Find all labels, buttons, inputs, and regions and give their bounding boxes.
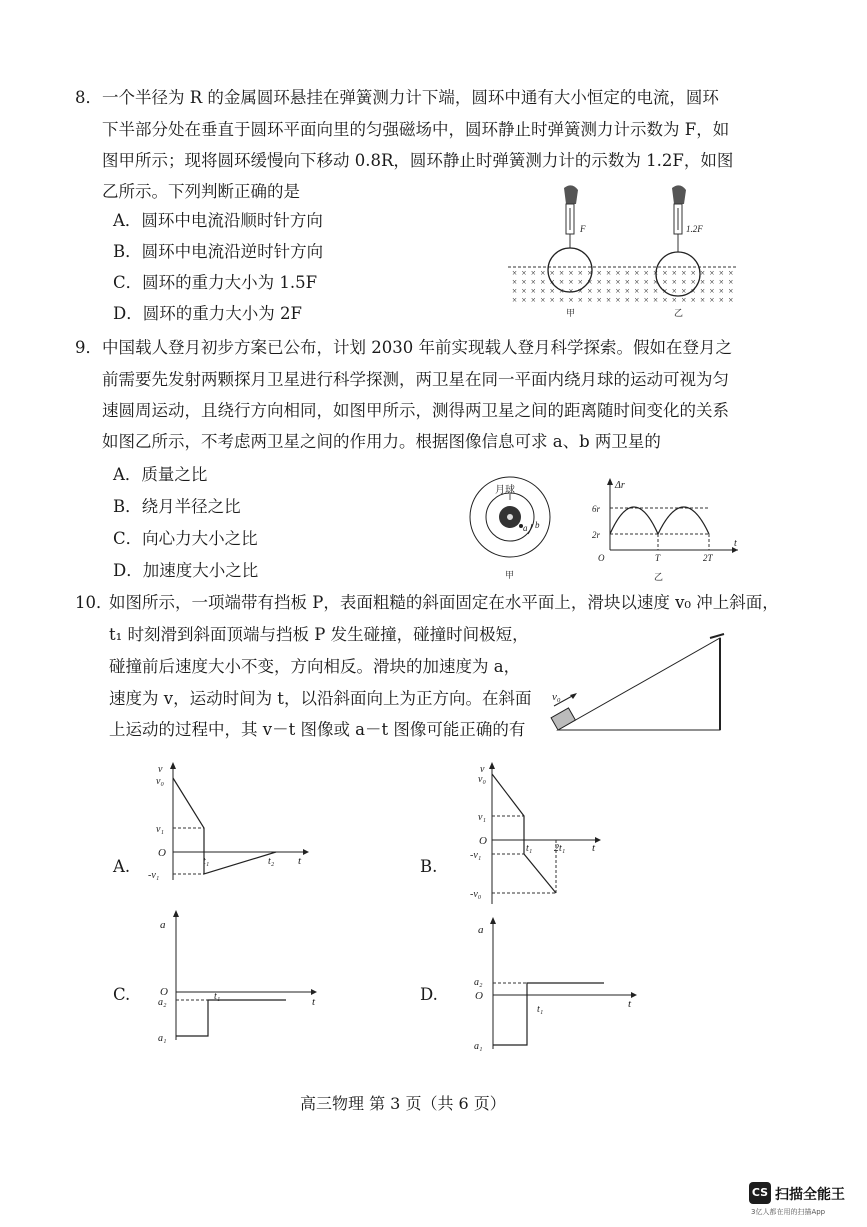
graph-a-option: A.: [113, 857, 131, 876]
field-x-mark: ×: [512, 268, 518, 278]
field-x-mark: ×: [615, 277, 621, 287]
q10-text-line1: 如图所示，一项端带有挡板 P，表面粗糙的斜面固定在水平面上，滑块以速度 v₀ 冲上斜面，: [109, 593, 779, 612]
q8-number: 8．: [75, 88, 102, 107]
q8-option-b: B．圆环中电流沿逆时针方向: [113, 242, 324, 261]
field-x-mark: ×: [634, 277, 640, 287]
label-b: b: [535, 520, 540, 530]
label-yi: 乙: [674, 308, 684, 318]
field-x-mark: ×: [643, 268, 649, 278]
label-t: t: [298, 855, 302, 867]
scanner-name: 扫描全能王: [775, 1187, 845, 1203]
field-x-mark: ×: [540, 286, 546, 296]
field-x-mark: ×: [587, 277, 593, 287]
field-x-mark: ×: [728, 295, 734, 305]
label-t1: t₁: [214, 991, 221, 1002]
q9-option-a: A．质量之比: [113, 465, 208, 484]
field-x-mark: ×: [596, 295, 602, 305]
label-moon: 月球: [495, 485, 515, 496]
label-v0: v₀: [478, 774, 486, 785]
field-x-mark: ×: [530, 277, 536, 287]
field-x-mark: ×: [624, 286, 630, 296]
field-x-mark: ×: [549, 286, 555, 296]
field-x-mark: ×: [596, 268, 602, 278]
field-x-mark: ×: [681, 295, 687, 305]
label-6r: 6r: [592, 504, 601, 514]
field-x-mark: ×: [671, 286, 677, 296]
field-x-mark: ×: [540, 268, 546, 278]
field-x-mark: ×: [568, 268, 574, 278]
label-v1: v₁: [156, 824, 164, 835]
field-x-mark: ×: [718, 295, 724, 305]
field-x-mark: ×: [624, 295, 630, 305]
field-x-mark: ×: [709, 295, 715, 305]
field-x-mark: ×: [624, 268, 630, 278]
label-a: a: [523, 523, 528, 533]
q9-text-line3: 速圆周运动，且绕行方向相同，如图甲所示，测得两卫星之间的距离随时间变化的关系: [102, 401, 729, 420]
scanner-watermark: [749, 1180, 853, 1218]
label-T: T: [655, 553, 661, 563]
field-x-mark: ×: [718, 277, 724, 287]
q10-text-line2: t₁ 时刻滑到斜面顶端与挡板 P 发生碰撞，碰撞时间极短，: [109, 625, 529, 644]
q8-text-line4: 乙所示。下列判断正确的是: [102, 182, 300, 201]
field-x-mark: ×: [690, 286, 696, 296]
page-footer: 高三物理 第 3 页（共 6 页）: [300, 1094, 506, 1113]
field-x-mark: ×: [559, 295, 565, 305]
field-x-mark: ×: [512, 277, 518, 287]
label-jia: 甲: [566, 308, 576, 318]
label-2T: 2T: [703, 553, 713, 563]
field-x-mark: ×: [577, 295, 583, 305]
q10-incline-figure: [540, 636, 730, 736]
field-x-mark: ×: [559, 286, 565, 296]
field-x-mark: ×: [521, 286, 527, 296]
field-x-mark: ×: [606, 268, 612, 278]
graph-b: [470, 760, 620, 910]
field-x-mark: ×: [606, 286, 612, 296]
field-x-mark: ×: [700, 268, 706, 278]
q8-option-a: A．圆环中电流沿顺时针方向: [113, 211, 323, 230]
label-t2: t₂: [268, 856, 275, 867]
scanner-logo-icon: CS: [749, 1182, 771, 1204]
field-x-mark: ×: [671, 295, 677, 305]
field-x-mark: ×: [587, 286, 593, 296]
field-x-mark: ×: [671, 277, 677, 287]
q9-text-line2: 前需要先发射两颗探月卫星进行科学探测，两卫星在同一平面内绕月球的运动可视为匀: [102, 370, 729, 389]
label-v: v: [480, 764, 485, 775]
graph-b-option: B.: [420, 857, 438, 876]
field-x-mark: ×: [700, 277, 706, 287]
field-x-mark: ×: [728, 277, 734, 287]
field-x-mark: ×: [634, 286, 640, 296]
field-x-mark: ×: [643, 277, 649, 287]
field-x-mark: ×: [549, 295, 555, 305]
label-2t1: 2t₁: [554, 843, 566, 854]
field-x-mark: ×: [709, 268, 715, 278]
field-x-mark: ×: [540, 277, 546, 287]
field-x-mark: ×: [662, 277, 668, 287]
field-x-mark: ×: [512, 286, 518, 296]
field-x-mark: ×: [662, 286, 668, 296]
field-x-mark: ×: [568, 277, 574, 287]
field-x-mark: ×: [718, 268, 724, 278]
field-x-mark: ×: [577, 268, 583, 278]
field-x-mark: ×: [634, 295, 640, 305]
field-x-mark: ×: [615, 295, 621, 305]
label-delta-r: Δr: [615, 480, 625, 491]
q10-text-line4: 速度为 v，运动时间为 t，以沿斜面向上为正方向。在斜面: [109, 689, 532, 708]
label-origin: O: [160, 986, 168, 998]
label-v: v: [158, 764, 163, 775]
q8-text-line2: 下半部分处在垂直于圆环平面向里的匀强磁场中，圆环静止时弹簧测力计示数为 F，如: [102, 120, 730, 139]
graph-c-option: C.: [113, 985, 131, 1004]
label-origin: O: [479, 835, 487, 847]
field-x-mark: ×: [568, 295, 574, 305]
label-v0: v₀: [552, 691, 561, 703]
label-t: t: [592, 842, 596, 854]
field-x-mark: ×: [662, 268, 668, 278]
label-origin: O: [475, 990, 483, 1002]
label-t: t: [312, 996, 316, 1008]
field-x-mark: ×: [643, 295, 649, 305]
field-x-mark: ×: [728, 286, 734, 296]
label-origin: O: [598, 553, 605, 563]
field-x-mark: ×: [653, 268, 659, 278]
field-x-mark: ×: [577, 286, 583, 296]
field-x-mark: ×: [521, 295, 527, 305]
field-x-mark: ×: [700, 286, 706, 296]
label-v1: v₁: [478, 812, 486, 823]
q9-text-line1: 中国载人登月初步方案已公布，计划 2030 年前实现载人登月科学探索。假如在登月之: [102, 338, 732, 357]
label-neg-v0: -v₀: [470, 889, 482, 900]
q8-option-d: D．圆环的重力大小为 2F: [113, 304, 302, 323]
field-x-mark: ×: [653, 295, 659, 305]
label-t1: t₁: [537, 1004, 544, 1015]
q10-text-line5: 上运动的过程中，其 v－t 图像或 a－t 图像可能正确的有: [109, 720, 526, 739]
field-x-mark: ×: [530, 268, 536, 278]
label-1.2F: 1.2F: [686, 224, 703, 234]
field-x-mark: ×: [549, 268, 555, 278]
field-x-mark: ×: [690, 268, 696, 278]
field-x-mark: ×: [530, 286, 536, 296]
label-a2: a₂: [474, 977, 483, 988]
q9-number: 9．: [75, 338, 102, 357]
q8-ring-magnetic-field-figure: [500, 180, 750, 320]
graph-a: [148, 760, 318, 890]
q9-orbit-figure: [466, 474, 556, 584]
label-jia: 甲: [505, 570, 515, 580]
label-neg-v1: -v₁: [470, 850, 482, 861]
field-x-mark: ×: [577, 277, 583, 287]
field-x-mark: ×: [681, 286, 687, 296]
q8-text-line1: 一个半径为 R 的金属圆环悬挂在弹簧测力计下端，圆环中通有大小恒定的电流，圆环: [102, 88, 719, 107]
q8-text-line3: 图甲所示；现将圆环缓慢向下移动 0.8R，圆环静止时弹簧测力计的示数为 1.2F，如图: [102, 151, 734, 170]
field-x-mark: ×: [700, 295, 706, 305]
field-x-mark: ×: [690, 277, 696, 287]
label-a1: a₁: [158, 1033, 167, 1044]
label-neg-v1: -v₁: [148, 870, 160, 881]
field-x-mark: ×: [671, 268, 677, 278]
label-origin: O: [158, 847, 166, 859]
field-x-mark: ×: [540, 295, 546, 305]
q9-distance-time-graph: [588, 476, 748, 586]
field-x-mark: ×: [662, 295, 668, 305]
scanner-tagline: 3亿人都在用的扫描App: [751, 1208, 826, 1216]
field-x-mark: ×: [512, 295, 518, 305]
field-x-mark: ×: [615, 286, 621, 296]
field-x-mark: ×: [587, 268, 593, 278]
field-x-mark: ×: [653, 277, 659, 287]
field-x-mark: ×: [596, 277, 602, 287]
field-x-mark: ×: [606, 277, 612, 287]
field-x-mark: ×: [549, 277, 555, 287]
q10-number: 10．: [75, 593, 113, 612]
label-a1: a₁: [474, 1041, 483, 1052]
field-x-mark: ×: [596, 286, 602, 296]
label-2r: 2r: [592, 530, 601, 540]
q9-option-c: C．向心力大小之比: [113, 529, 258, 548]
field-x-mark: ×: [521, 268, 527, 278]
q8-option-c: C．圆环的重力大小为 1.5F: [113, 273, 318, 292]
field-x-mark: ×: [559, 268, 565, 278]
field-x-mark: ×: [521, 277, 527, 287]
graph-c: [148, 908, 328, 1048]
graph-d: [468, 915, 648, 1055]
field-x-mark: ×: [606, 295, 612, 305]
field-x-mark: ×: [615, 268, 621, 278]
field-x-mark: ×: [690, 295, 696, 305]
field-x-mark: ×: [568, 286, 574, 296]
label-a2: a₂: [158, 997, 167, 1008]
label-yi: 乙: [654, 572, 664, 582]
field-x-mark: ×: [634, 268, 640, 278]
field-x-mark: ×: [559, 277, 565, 287]
field-x-mark: ×: [718, 286, 724, 296]
field-x-mark: ×: [709, 277, 715, 287]
field-x-mark: ×: [624, 277, 630, 287]
field-x-mark: ×: [709, 286, 715, 296]
label-a: a: [478, 924, 484, 936]
q10-text-line3: 碰撞前后速度大小不变，方向相反。滑块的加速度为 a，: [109, 657, 521, 676]
label-t: t: [734, 538, 737, 549]
field-x-mark: ×: [728, 268, 734, 278]
field-x-mark: ×: [681, 277, 687, 287]
field-x-mark: ×: [643, 286, 649, 296]
graph-d-option: D.: [420, 985, 438, 1004]
label-t: t: [628, 998, 632, 1010]
field-x-mark: ×: [530, 295, 536, 305]
field-x-mark: ×: [681, 268, 687, 278]
label-F: F: [580, 224, 586, 234]
label-a: a: [160, 919, 166, 931]
label-v0: v₀: [156, 776, 164, 787]
q9-option-b: B．绕月半径之比: [113, 497, 241, 516]
field-x-mark: ×: [587, 295, 593, 305]
label-t1: t₁: [203, 856, 210, 867]
q9-text-line4: 如图乙所示，不考虑两卫星之间的作用力。根据图像信息可求 a、b 两卫星的: [102, 432, 661, 451]
label-t1: t₁: [526, 843, 533, 854]
q9-option-d: D．加速度大小之比: [113, 561, 259, 580]
field-x-mark: ×: [653, 286, 659, 296]
